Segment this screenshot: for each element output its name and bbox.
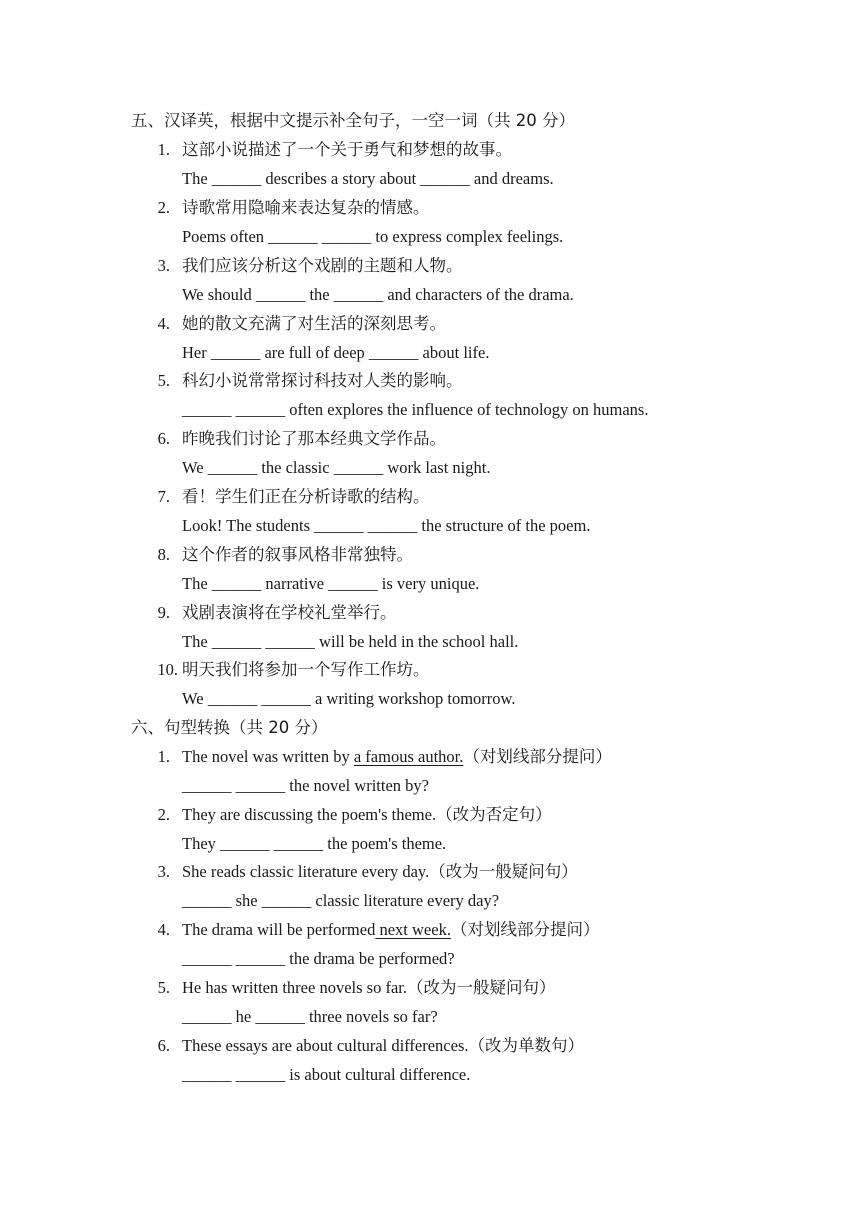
s6-q2-number: 2. (157, 805, 170, 824)
s5-q9-chinese: 戏剧表演将在学校礼堂举行。 (182, 603, 397, 622)
s6-q6-answer-line: ______ ______ is about cultural difference. (182, 1065, 471, 1084)
s6-q1-text: The novel was written by (182, 747, 354, 766)
s5-q4-chinese: 她的散文充满了对生活的深刻思考。 (182, 314, 446, 333)
s6-q5-sentence (182, 977, 555, 999)
s5-q7-english: Look! The students ______ ______ the structure of the poem. (182, 516, 591, 535)
s5-q6-number: 6. (157, 429, 170, 448)
s6-q4-text: The drama will be performed (182, 920, 376, 939)
s6-q2-instruction: （改为否定句） (436, 805, 552, 824)
s6-q4-underlined-part: next week. (375, 920, 451, 939)
s5-q1-english: The ______ describes a story about ______ and dreams. (182, 169, 554, 188)
s6-q4-sentence (182, 919, 599, 941)
s6-q2-answer-line: They ______ ______ the poem's theme. (182, 834, 447, 853)
s5-q9-number: 9. (157, 603, 170, 622)
s5-q4-number: 4. (157, 314, 170, 333)
s5-q7-chinese: 看！学生们正在分析诗歌的结构。 (182, 487, 430, 506)
s6-q5-number: 5. (157, 978, 170, 997)
s5-q10-english: We ______ ______ a writing workshop tomorrow. (182, 689, 516, 708)
s6-q4-answer-line: ______ ______ the drama be performed? (182, 949, 455, 968)
s5-q8-english: The ______ narrative ______ is very unique. (182, 574, 480, 593)
s5-q3-number: 3. (157, 256, 170, 275)
s5-q8-chinese: 这个作者的叙事风格非常独特。 (182, 545, 413, 564)
s6-q6-number: 6. (157, 1036, 170, 1055)
s6-q6-sentence (182, 1035, 584, 1057)
s6-q5-instruction: （改为一般疑问句） (406, 978, 556, 997)
s5-q7-number: 7. (157, 487, 170, 506)
s6-q5-text: He has written three novels so far. (182, 978, 407, 997)
s6-q1-answer-line: ______ ______ the novel written by? (182, 776, 430, 795)
s5-q4-english: Her ______ are full of deep ______ about life. (182, 343, 490, 362)
s5-q5-english: ______ ______ often explores the influence of technology on humans. (182, 400, 649, 419)
s6-q1-number: 1. (157, 747, 170, 766)
s5-q10-chinese: 明天我们将参加一个写作工作坊。 (182, 660, 430, 679)
s6-q5-answer-line: ______ he ______ three novels so far? (182, 1007, 438, 1026)
s6-q3-text: She reads classic literature every day. (182, 862, 430, 881)
s5-q2-chinese: 诗歌常用隐喻来表达复杂的情感。 (182, 198, 430, 217)
s6-q2-sentence (182, 804, 552, 826)
s5-q8-number: 8. (157, 545, 170, 564)
s5-q3-english: We should ______ the ______ and characters of the drama. (182, 285, 574, 304)
s5-q3-chinese: 我们应该分析这个戏剧的主题和人物。 (182, 256, 463, 275)
s6-q4-number: 4. (157, 920, 170, 939)
s5-q6-chinese: 昨晚我们讨论了那本经典文学作品。 (182, 429, 446, 448)
s5-q2-english: Poems often ______ ______ to express complex feelings. (182, 227, 564, 246)
section-5-title: 五、汉译英，根据中文提示补全句子，一空一词（共 20 分） (131, 111, 575, 130)
s6-q1-underlined-part: a famous author. (353, 747, 464, 766)
s5-q1-number: 1. (157, 140, 170, 159)
s6-q4-instruction: （对划线部分提问） (450, 920, 600, 939)
s6-q3-instruction: （改为一般疑问句） (429, 862, 578, 881)
s6-q2-text: They are discussing the poem's theme. (182, 805, 437, 824)
s6-q3-sentence (182, 861, 578, 883)
s6-q3-answer-line: ______ she ______ classic literature every day? (182, 891, 500, 910)
s5-q5-number: 5. (157, 371, 170, 390)
s5-q10-number: 10. (157, 660, 178, 679)
s6-q1-sentence (182, 746, 612, 768)
section-6-title: 六、句型转换（共 20 分） (131, 718, 328, 737)
s6-q6-text: These essays are about cultural differences. (182, 1036, 469, 1055)
s5-q6-english: We ______ the classic ______ work last night. (182, 458, 491, 477)
s5-q2-number: 2. (157, 198, 170, 217)
s5-q1-chinese: 这部小说描述了一个关于勇气和梦想的故事。 (182, 140, 512, 159)
s5-q9-english: The ______ ______ will be held in the school hall. (182, 632, 519, 651)
s5-q5-chinese: 科幻小说常常探讨科技对人类的影响。 (182, 371, 463, 390)
s6-q3-number: 3. (157, 862, 170, 881)
s6-q6-instruction: （改为单数句） (468, 1036, 584, 1055)
s6-q1-instruction: （对划线部分提问） (463, 747, 612, 766)
